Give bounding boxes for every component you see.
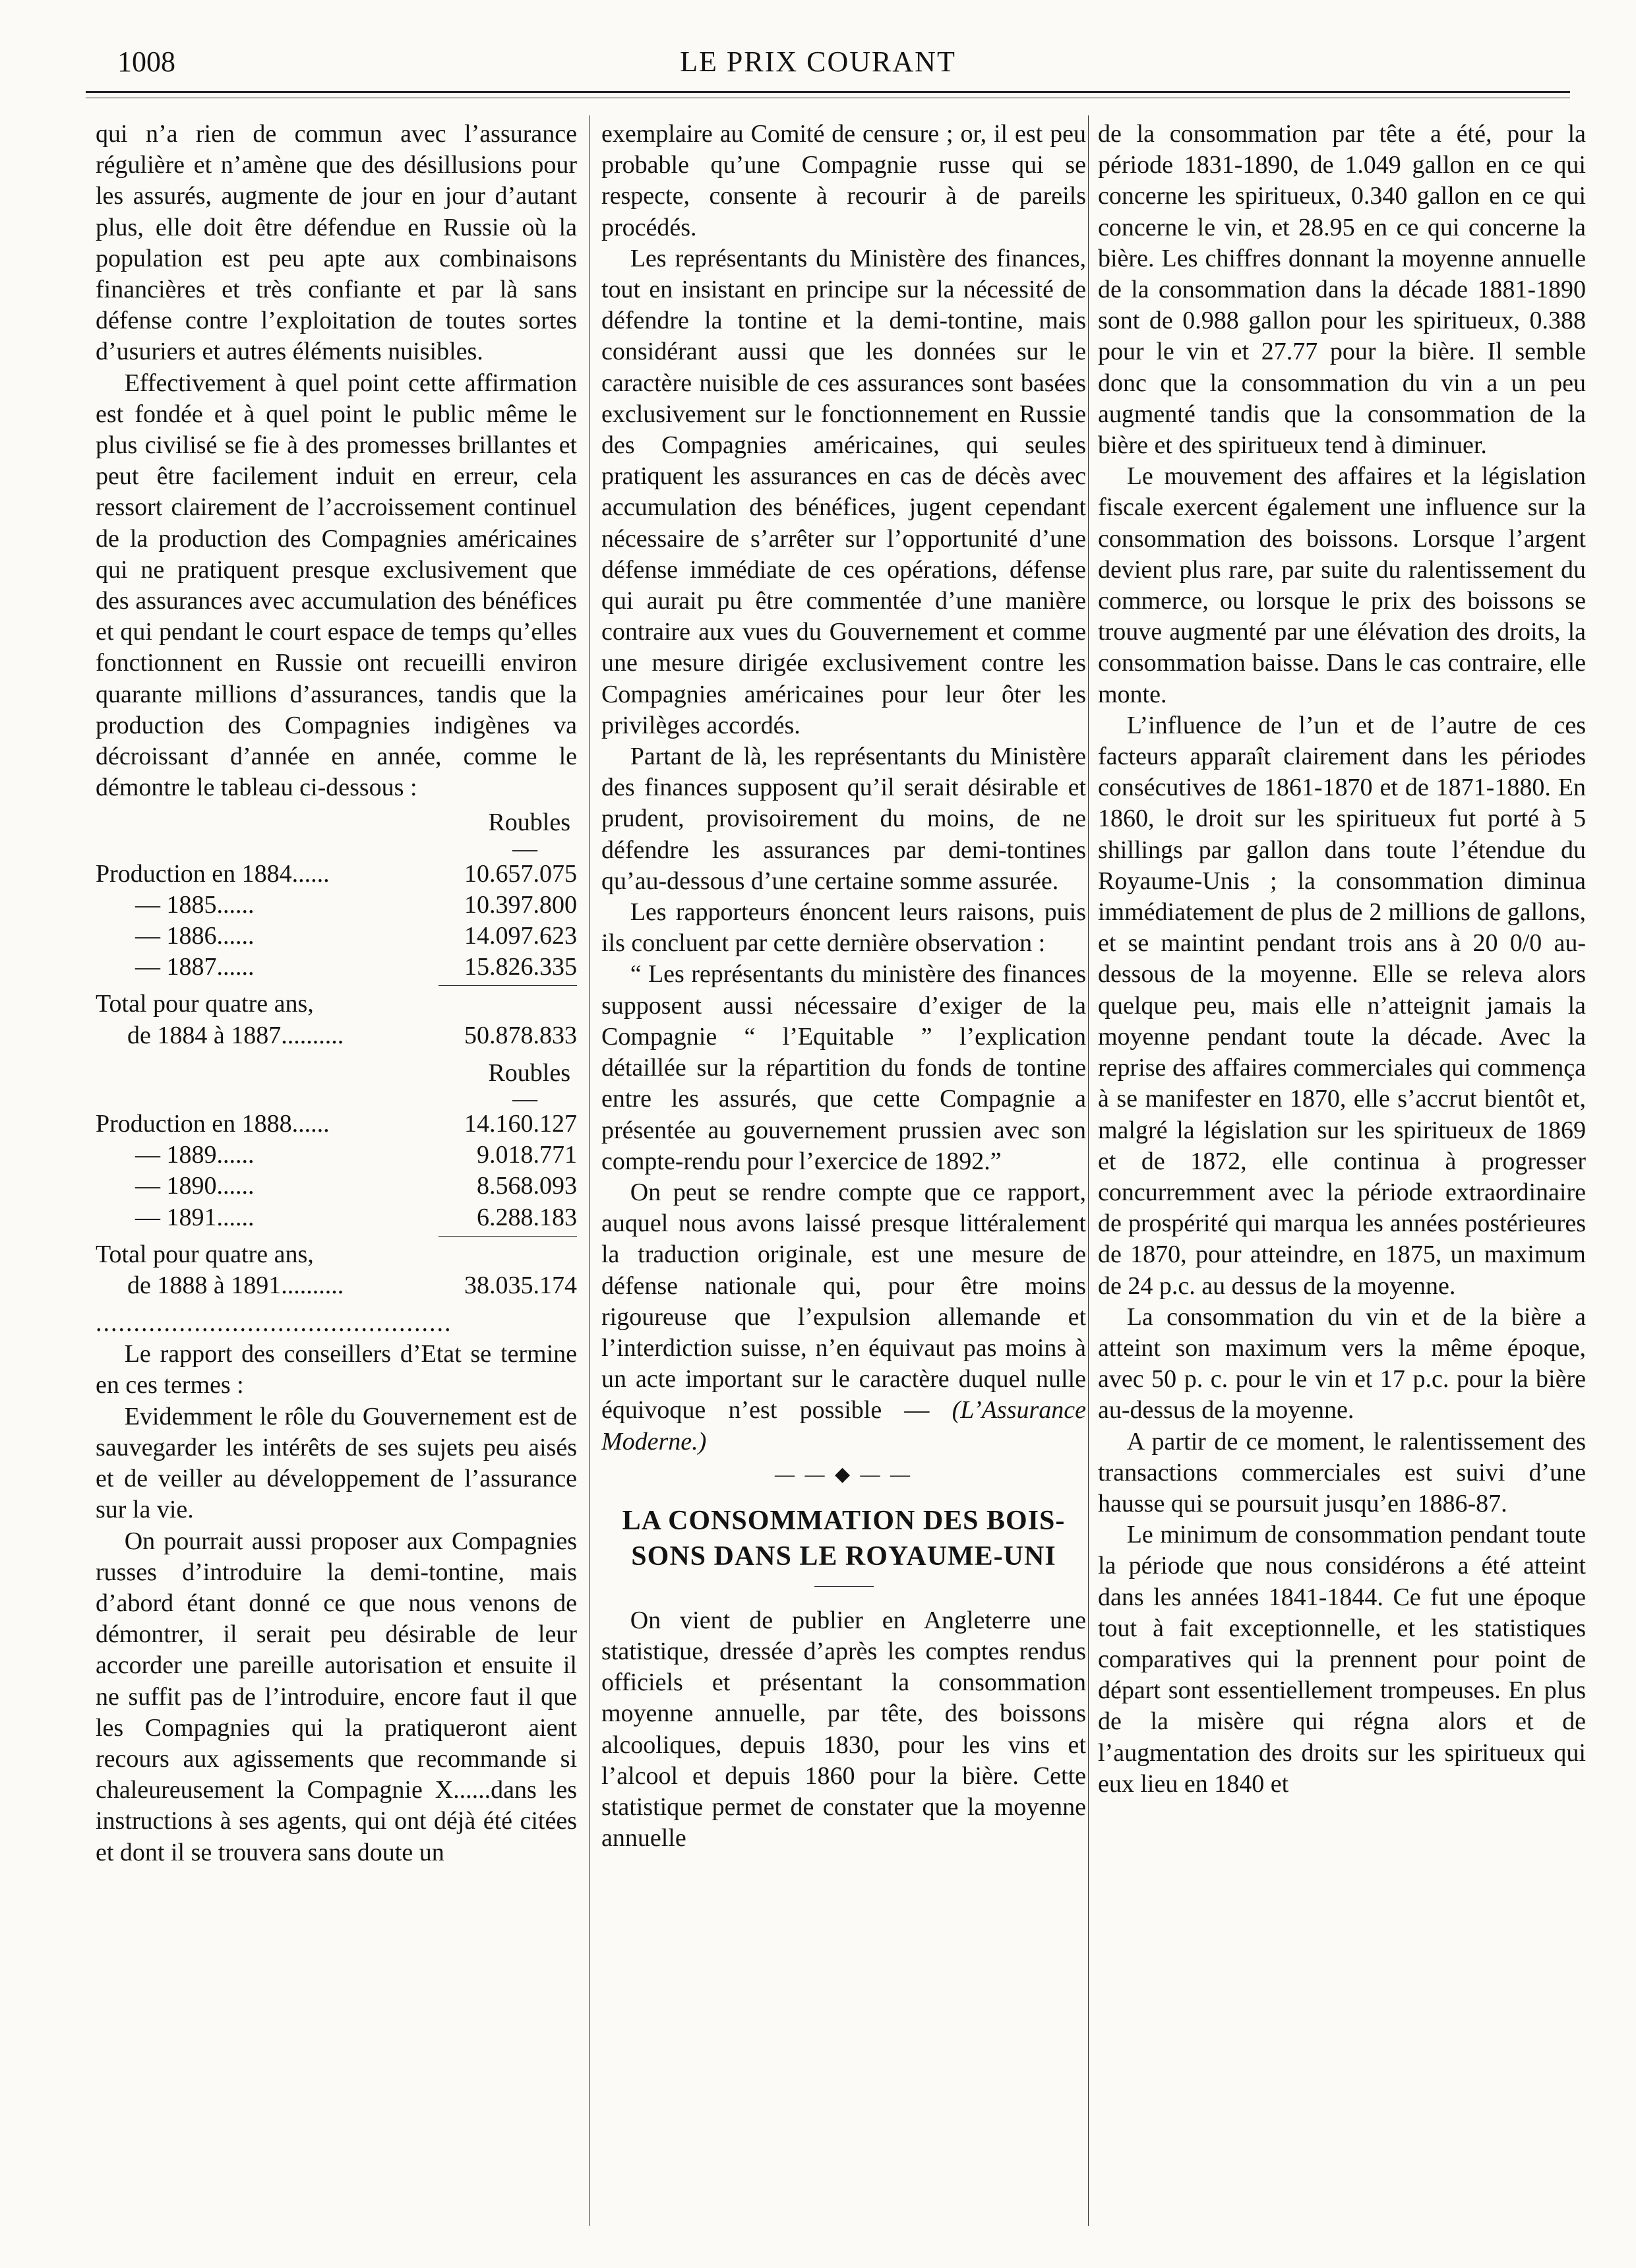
column-2 <box>601 119 1086 2222</box>
row-value: 8.568.093 <box>477 1172 577 1200</box>
table-total-label: Total pour quatre ans, <box>96 990 314 1018</box>
row-value: 14.097.623 <box>464 922 577 950</box>
row-value: 10.397.800 <box>464 890 577 919</box>
paragraph: L’influence de l’un et de l’autre de ces facteurs apparaît clairement dans les périodes consécutives de 1861-1870 et de 1871-1880. En 1860, le droit sur les spiritueux fut porté à 5 shillings par gallon dans toute l’étendue du Royaume-Unis ; la consommation diminua immédiatement de plus de 2 millions de gallons, et se maintint pendant trois ans à 20 0/0 au-dessous de la moyenne. Elle se releva alors quelque peu, mais elle n’atteignit jamais la moyenne pendant toute la décade. Avec la reprise des affaires commerciales qui commença à se manifester en 1870, elle s’accrut bientôt et, malgré la législation sur les spiritueux de 1869 et de 1872, elle continua à progresser concurremment avec la période extraordinaire de prospérité qui marqua les années postérieures de 1870, pour atteindre, en 1875, un maximum de 24 p.c. au dessus de la moyenne. <box>1098 711 1586 1300</box>
row-value: 6.288.183 <box>477 1203 577 1231</box>
row-label: — 1890...... <box>135 1172 255 1200</box>
table-row <box>96 1140 577 1171</box>
table-row <box>96 859 577 890</box>
page-number: 1008 <box>117 46 175 78</box>
table-header-dash: — <box>512 1084 537 1113</box>
paragraph: Le rapport des conseillers d’Etat se termine en ces termes : <box>96 1340 577 1399</box>
paragraph: qui n’a rien de commun avec l’assurance régulière et n’amène que des désillusions pour les assurés, augmente de jour en jour d’autant plus, elle doit être défendue en Russie où la population est peu apte aux combinaisons financières et très confiante et par là sans défense contre l’exploitation de toutes sortes d’usuriers et autres éléments nuisibles. <box>96 120 577 366</box>
column-1 <box>96 119 577 2222</box>
paragraph: Le mouvement des affaires et la législation fiscale exercent également une influence sur la consommation des boissons. Lorsque l’argent devient plus rare, par suite du ralentissement du commerce, ou lorsque le prix des boissons se trouve augmenté par une élévation des droits, la consommation baisse. Dans le cas contraire, elle monte. <box>1098 462 1586 708</box>
table-row <box>96 921 577 952</box>
table-header: Roubles <box>488 1058 570 1087</box>
paragraph: Les rapporteurs énoncent leurs raisons, puis ils concluent par cette dernière observation : <box>601 898 1086 958</box>
page-header <box>86 40 1550 86</box>
column-divider-1 <box>589 115 590 2226</box>
paragraph: Le minimum de consommation pendant toute la période que nous considérons a été atteint dans les années 1841-1844. Ce fut une époque tout à fait exceptionnelle, et les statistiques comparatives qui la prennent pour point de départ sont essentiellement trompeuses. En plus de la misère qui régna alors et de l’augmentation des droits sur les spiritueux qui eux lieu en 1840 et <box>1098 1521 1586 1798</box>
section-title: LA CONSOMMATION DES BOIS- SONS DANS LE ROYAUME-UNI <box>622 1505 1066 1572</box>
table-row <box>96 952 577 983</box>
row-label: — 1887...... <box>135 953 255 981</box>
paragraph: exemplaire au Comité de censure ; or, il est peu probable qu’une Compagnie russe qui se respecte, consente à recourir à de pareils procédés. <box>601 120 1086 241</box>
table-row <box>96 1202 577 1233</box>
quoted-paragraph: “ Les représentants du ministère des finances supposent aussi nécessaire d’exiger de la Compagnie “ l’Equitable ” l’explication détaillée sur la répartition du fonds de tontine entre les assurés, que cette Compagnie a présentée au gouvernement prussien avec son compte-rendu pour l’exercice de 1892.” <box>601 960 1086 1175</box>
sum-rule <box>439 1236 577 1237</box>
row-value: 14.160.127 <box>464 1109 577 1138</box>
row-value: 10.657.075 <box>464 859 577 888</box>
dotted-separator: ............................................... <box>96 1309 452 1337</box>
table-header: Roubles <box>488 809 570 837</box>
table-total-row <box>96 1020 577 1051</box>
paragraph: Evidemment le rôle du Gouvernement est de sauvegarder les intérêts de ses sujets peu aisés et de veiller au développement de l’assurance sur la vie. <box>96 1402 577 1524</box>
sum-rule <box>439 985 577 986</box>
table-header-dash: — <box>512 834 537 863</box>
total-value: 38.035.174 <box>464 1271 577 1299</box>
paragraph: Effectivement à quel point cette affirmation est fondée et à quel point le public même le plus civilisé se fie à des promesses brillantes et peut être facilement induit en erreur, cela ressort clairement de l’accroissement continuel de la production des Compagnies américaines qui ne pratiquent presque exclusivement que des assurances avec accumulation des bénéfices et qui pendant le court espace de temps qu’elles fonctionnent en Russie ont recueilli environ quarante millions d’assurances, tandis que la production des Compagnies indigènes va décroissant d’année en année, comme le démontre le tableau ci-dessous : <box>96 369 577 802</box>
paragraph: La consommation du vin et de la bière a atteint son maximum vers la même époque, avec 50 p. c. pour le vin et 17 p.c. pour la bière au-dessus de la moyenne. <box>1098 1303 1586 1425</box>
table-total-row <box>96 1270 577 1301</box>
paragraph: Les représentants du Ministère des finances, tout en insistant en principe sur la nécessité de défendre la tontine et la demi-tontine, mais considérant aussi que les données sur le caractère nuisible de ces assurances sont basées exclusivement sur le fonctionnement en Russie des Compagnies américaines, qui seules pratiquent les assurances en cas de décès avec accumulation des bénéfices, jugent cependant nécessaire de s’arrêter sur l’opportunité d’une défense immédiate de ces opérations, défense qui aurait pu être commentée d’une manière contraire aux vues du Gouvernement et comme une mesure dirigée exclusivement contre les Compagnies américaines pour leur ôter les privilèges accordés. <box>601 244 1086 739</box>
paragraph: On pourrait aussi proposer aux Compagnies russes d’introduire la demi-tontine, mais d’abord étant donné ce que nous venons de démontrer, il serait peu désirable de leur accorder une pareille autorisation et ensuite il ne suffit pas de l’introduire, encore faut il que les Compagnies qui la pratiqueront aient recours aux agissements que recommande si chaleureusement la Compagnie X......dans les instructions à ses agents, qui ont déjà été citées et dont il se trouvera sans doute un <box>96 1527 577 1866</box>
paragraph: Partant de là, les représentants du Ministère des finances supposent qu’il serait désirable et prudent, provisoirement du moins, de ne défendre les assurances par demi-tontines qu’au-dessous d’une certaine somme assurée. <box>601 743 1086 895</box>
row-label: — 1886...... <box>135 922 255 950</box>
paragraph: On peut se rendre compte que ce rapport, auquel nous avons laissé presque littéralement la traduction originale, est une mesure de défense nationale qui, pour être moins rigoureuse que l’expulsion allemande et l’interdiction suisse, n’en équivaut pas moins à un acte important sur le caractère duquel nulle équivoque n’est possible — (L’Assurance Moderne.) <box>601 1178 1086 1456</box>
production-table-2 <box>96 1058 577 1301</box>
paragraph: On vient de publier en Angleterre une statistique, dressée d’après les comptes rendus officiels et présentant la consommation moyenne annuelle, par tête, des boissons alcooliques, depuis 1830, pour les vins et l’alcool et depuis 1860 pour la bière. Cette statistique permet de constater que la moyenne annuelle <box>601 1606 1086 1853</box>
source-citation: (L’Assurance Moderne.) <box>601 1396 1086 1456</box>
total-label: de 1888 à 1891.......... <box>127 1271 344 1299</box>
table-row <box>96 890 577 921</box>
row-value: 15.826.335 <box>464 953 577 981</box>
table-row <box>96 1109 577 1140</box>
row-label: — 1889...... <box>135 1141 255 1169</box>
table-total-label: Total pour quatre ans, <box>96 1240 314 1268</box>
paragraph: A partir de ce moment, le ralentissement des transactions commerciales est suivi d’une hausse qui se poursuit jusqu’en 1886-87. <box>1098 1427 1586 1517</box>
running-title: LE PRIX COURANT <box>680 46 956 78</box>
header-rule-thick <box>86 91 1570 93</box>
section-ornament: — — ◆ — — <box>774 1463 913 1485</box>
table-row <box>96 1171 577 1202</box>
row-label: Production en 1888...... <box>96 1109 330 1138</box>
production-table-1 <box>96 807 577 1051</box>
row-label: — 1885...... <box>135 890 255 919</box>
column-divider-2 <box>1088 115 1089 2226</box>
row-value: 9.018.771 <box>477 1141 577 1169</box>
title-rule <box>814 1586 874 1587</box>
total-value: 50.878.833 <box>464 1021 577 1049</box>
row-label: — 1891...... <box>135 1203 255 1231</box>
paragraph: de la consommation par tête a été, pour la période 1831-1890, de 1.049 gallon en ce qui concerne les spiritueux, 0.340 gallon en ce qui concerne le vin, et 28.95 en ce qui concerne la bière. Les chiffres donnant la moyenne annuelle de la consommation dans la décade 1881-1890 sont de 0.988 gallon pour les spiritueux, 0.388 pour le vin et 27.77 pour la bière. Il semble donc que la consommation du vin a un peu augmenté tandis que la consommation de la bière et des spiritueux tend à diminuer. <box>1098 120 1586 460</box>
total-label: de 1884 à 1887.......... <box>127 1021 344 1049</box>
column-3 <box>1098 119 1586 2222</box>
row-label: Production en 1884...... <box>96 859 330 888</box>
